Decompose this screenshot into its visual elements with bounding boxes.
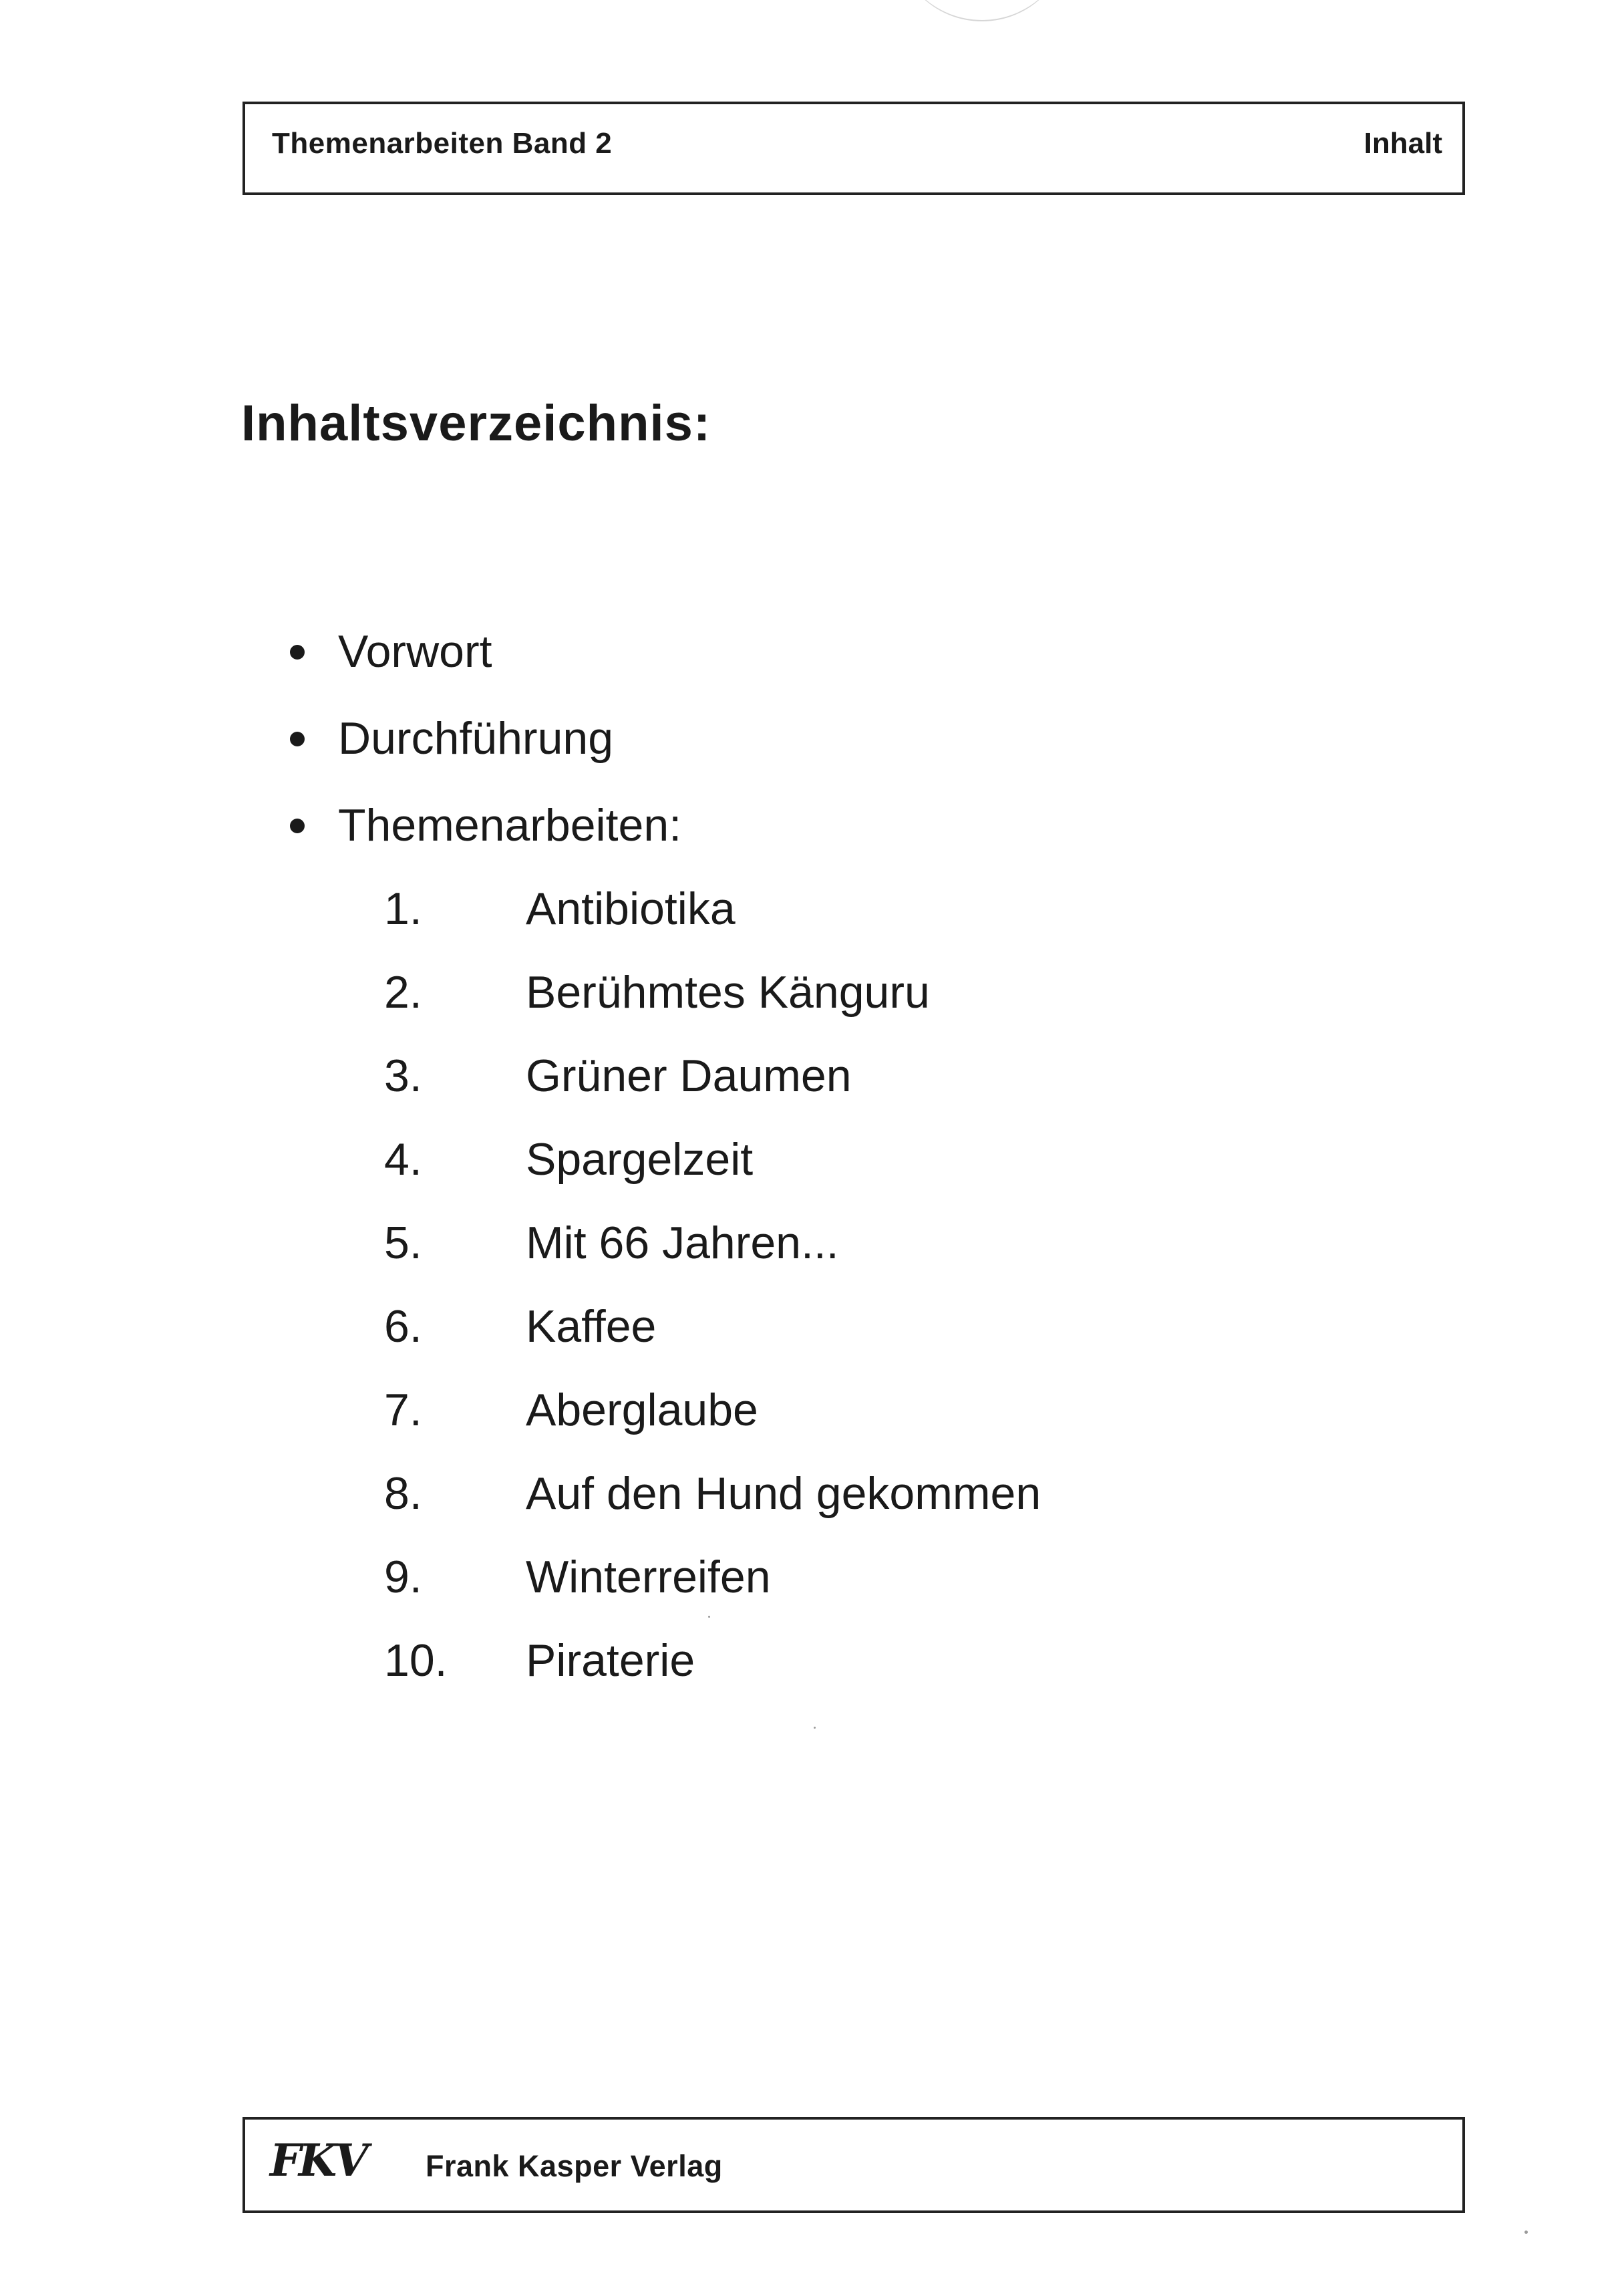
page-header [243, 102, 1465, 195]
topic-number: 4. [384, 1134, 422, 1185]
bullet-icon [290, 819, 305, 833]
topic-number: 1. [384, 883, 422, 934]
topic-item [384, 1377, 1041, 1460]
topic-number: 7. [384, 1385, 422, 1435]
publisher-name: Frank Kasper Verlag [426, 2149, 723, 2183]
topic-item [384, 875, 1041, 959]
bullet-item-vorwort [287, 618, 681, 705]
page-title: Inhaltsverzeichnis: [241, 395, 711, 452]
topic-item [384, 1209, 1041, 1293]
topic-label: Auf den Hund gekommen [526, 1468, 1041, 1519]
topic-item [384, 1293, 1041, 1377]
topic-label: Kaffee [526, 1301, 657, 1352]
header-book-title: Themenarbeiten Band 2 [272, 127, 613, 160]
topic-number: 8. [384, 1468, 422, 1519]
fkv-logo-icon [267, 2133, 401, 2190]
topic-label: Mit 66 Jahren... [526, 1217, 839, 1268]
topic-item [384, 1460, 1041, 1544]
topic-number: 6. [384, 1301, 422, 1352]
scan-speck [708, 1616, 710, 1618]
scan-artifact-arc [895, 0, 1069, 21]
topic-number: 10. [384, 1635, 448, 1686]
scan-speck [1524, 2231, 1528, 2234]
bullet-icon [290, 645, 305, 660]
header-section-label: Inhalt [1363, 127, 1442, 160]
topic-item [384, 1126, 1041, 1209]
bullet-item-durchfuehrung [287, 705, 681, 792]
topic-label: Berühmtes Känguru [526, 967, 930, 1018]
topic-label: Winterreifen [526, 1552, 771, 1602]
contents-bullet-list [287, 618, 681, 879]
topic-number: 5. [384, 1217, 422, 1268]
bullet-icon [290, 732, 305, 746]
bullet-item-themenarbeiten [287, 792, 681, 879]
topic-item [384, 1042, 1041, 1126]
topic-item [384, 1544, 1041, 1627]
page-footer [243, 2117, 1465, 2213]
bullet-item-label: Vorwort [338, 626, 492, 677]
topic-label: Piraterie [526, 1635, 695, 1686]
topic-number: 2. [384, 967, 422, 1018]
topic-label: Aberglaube [526, 1385, 758, 1435]
topic-item [384, 959, 1041, 1042]
bullet-item-label: Durchführung [338, 713, 614, 764]
topic-number: 9. [384, 1552, 422, 1602]
bullet-item-label: Themenarbeiten: [338, 800, 682, 851]
fkv-logo-text: FKV [270, 2134, 366, 2186]
topic-label: Spargelzeit [526, 1134, 754, 1185]
scan-speck [814, 1727, 816, 1729]
topic-label: Antibiotika [526, 883, 736, 934]
topic-number: 3. [384, 1050, 422, 1101]
topics-list [384, 875, 1041, 1711]
topic-item [384, 1627, 1041, 1711]
topic-label: Grüner Daumen [526, 1050, 852, 1101]
